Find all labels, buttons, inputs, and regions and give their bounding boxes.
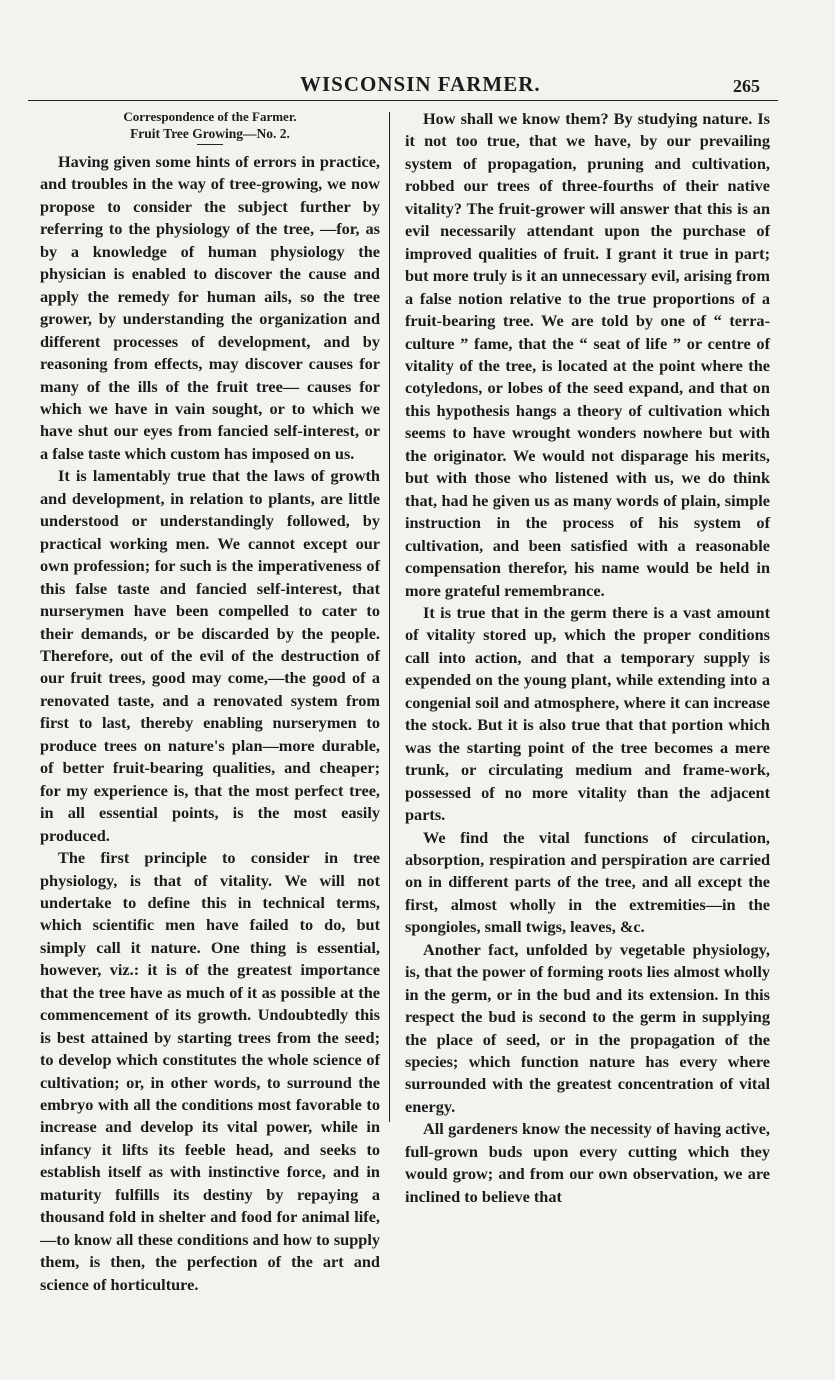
right-paragraph-5: All gardeners know the necessity of having active, full-grown buds upon every cutting which they would grow; and from our own observation, we are inclined to believe that: [405, 1119, 770, 1206]
left-paragraph-1: Having given some hints of errors in practice, and troubles in the way of tree-growing, we now propose to consider the subject further by referring to the physiology of the tree, —for, as by a knowledge of human physiology the physician is enabled to discover the cause and apply the remedy for human ails, so the tree grower, by understanding the organization and different processes of development, and by reasoning from effects, may discover causes for many of the ills of the fruit tree— causes for which we have in vain sought, or to which we have shut our eyes from fancied self-interest, or a false taste which custom has imposed on us.: [40, 152, 380, 463]
article-heading-section: Correspondence of the Farmer.: [123, 109, 297, 124]
right-paragraph-3: We find the vital functions of circulation, absorption, respiration and perspiration are carried on in different parts of the tree, and all except the first, almost wholly in the extremities—in the spongioles, small twigs, leaves, &c.: [405, 827, 770, 937]
left-column: [40, 108, 380, 1296]
journal-title: WISCONSIN FARMER.: [300, 72, 541, 96]
running-head: [0, 72, 835, 102]
column-divider: [389, 112, 390, 1122]
left-paragraph-2: It is lamentably true that the laws of growth and development, in relation to plants, are little understood or understandingly followed, by practical working men. We cannot except our own profession; for such is the imperativeness of this false taste and fancied self-interest, that nurserymen have been compelled to cater to their demands, or be discarded by the people. Therefore, out of the evil of the destruction of our fruit trees, good may come,—the good of a renovated taste, and a renovated system from first to last, thereby enabling nurserymen to produce trees on nature's plan—more durable, of better fruit-bearing qualities, and cheaper; for my experience is, that the most perfect tree, in all essential points, is the most easily produced.: [40, 466, 380, 845]
right-column: [405, 108, 770, 1208]
page-number: 265: [733, 76, 760, 96]
right-paragraph-2: It is true that in the germ there is a vast amount of vitality stored up, which the proper conditions call into action, and that a temporary supply is expended on the young plant, while extending into a congenial soil and atmosphere, where it can increase the stock. But it is also true that that portion which was the starting point of the tree becomes a mere trunk, or circulating medium and frame-work, possessed of no more vitality than the adjacent parts.: [405, 602, 770, 825]
right-paragraph-1: How shall we know them? By studying nature. Is it not too true, that we have, by our prevailing system of propagation, pruning and cultivation, robbed our trees of three-fourths of their native vitality? The fruit-grower will answer that this is an evil necessarily attendant upon the purchase of improved qualities of fruit. I grant it true in part; but more truly is it an unnecessary evil, arising from a false notion relative to the true proportions of a fruit-bearing tree. We are told by one of “ terra-culture ” fame, that the “ seat of life ” or centre of vitality of the tree, is located at the point where the cotyledons, or lobes of the seed expand, and that on this hypothesis hangs a theory of cultivation which seems to have wrought wonders nowhere but with the originator. We would not disparage his merits, but with those who listened with us, we do think that, had he given us as many words of plain, simple instruction in the process of his system of cultivation, and been satisfied with a reasonable compensation therefor, his name would be held in more grateful remembrance.: [405, 109, 770, 600]
header-rule: [28, 100, 778, 101]
right-paragraph-4: Another fact, unfolded by vegetable physiology, is, that the power of forming roots lies almost wholly in the germ, or in the bud and its extension. In this respect the bud is second to the germ in supplying the place of seed, or in the propagation of the species; which function nature has every where surrounded with the greatest concentration of vital energy.: [405, 939, 770, 1116]
left-paragraph-3: The first principle to consider in tree physiology, is that of vitality. We will not undertake to define this in technical terms, which scientific men have failed to do, but simply call it nature. One thing is essential, however, viz.: it is of the greatest importance that the tree have as much of it as possible at the commencement of its growth. Undoubtedly this is best attained by starting trees from the seed; to develop which constitutes the whole science of cultivation; or, in other words, to surround the embryo with all the conditions most favorable to increase and develop its vital power, while in infancy it lifts its feeble head, and seeks to establish itself as with instinctive force, and in maturity fulfills its destiny by repaying a thousand fold in shelter and food for animal life,—to know all these conditions and how to supply them, is then, the perfection of the art and science of horticulture.: [40, 848, 380, 1294]
article-heading-title: Fruit Tree Growing—No. 2.: [130, 126, 290, 141]
heading-rule: [197, 144, 223, 145]
article-heading: [40, 108, 380, 142]
